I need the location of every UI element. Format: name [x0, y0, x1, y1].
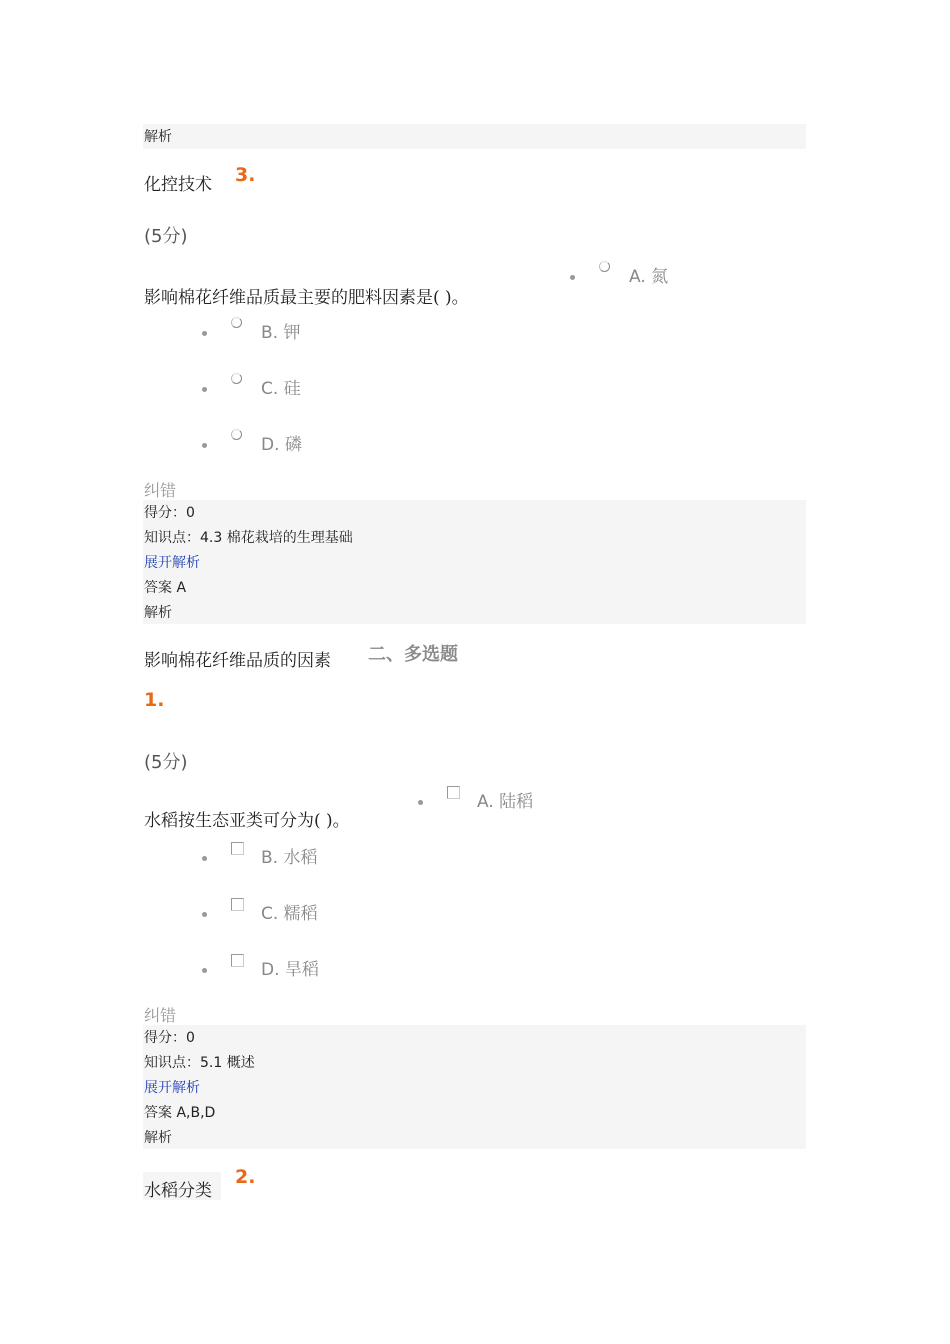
radio-icon[interactable]	[231, 429, 242, 440]
correct-error-link[interactable]: 纠错	[144, 1006, 177, 1025]
answer-analysis-text: 化控技术	[144, 175, 212, 195]
option-label: B. 钾	[261, 323, 301, 343]
option-label: A. 氮	[629, 267, 669, 287]
radio-icon[interactable]	[599, 261, 610, 272]
analysis-label: 解析	[144, 129, 172, 145]
answer-line: 答案 A	[144, 580, 187, 596]
correct-error-link[interactable]: 纠错	[144, 481, 177, 500]
answer-analysis-text: 影响棉花纤维品质的因素	[144, 651, 331, 671]
result-band	[143, 1025, 806, 1149]
checkbox-icon[interactable]	[231, 898, 244, 911]
bullet-icon	[570, 275, 575, 280]
section-title: 二、多选题	[368, 644, 458, 665]
knowledge-point: 知识点：5.1 概述	[144, 1055, 255, 1071]
expand-analysis-link[interactable]: 展开解析	[144, 1080, 200, 1096]
option-label: A. 陆稻	[477, 792, 534, 812]
question-number: 2.	[235, 1166, 256, 1188]
bullet-icon	[202, 443, 207, 448]
radio-icon[interactable]	[231, 317, 242, 328]
answer-line: 答案 A,B,D	[144, 1105, 216, 1121]
question-text: 影响棉花纤维品质最主要的肥料因素是( )。	[144, 288, 469, 308]
bullet-icon	[202, 331, 207, 336]
question-number: 3.	[235, 164, 256, 186]
question-score: (5分)	[144, 752, 188, 773]
answer-analysis-text: 水稻分类	[144, 1181, 212, 1201]
result-band	[143, 500, 806, 624]
option-label: C. 硅	[261, 379, 301, 399]
knowledge-point: 知识点：4.3 棉花栽培的生理基础	[144, 530, 353, 546]
question-number: 1.	[144, 689, 165, 711]
score-line: 得分：0	[144, 1030, 195, 1046]
bullet-icon	[202, 912, 207, 917]
checkbox-icon[interactable]	[231, 954, 244, 967]
checkbox-icon[interactable]	[447, 786, 460, 799]
bullet-icon	[202, 387, 207, 392]
radio-icon[interactable]	[231, 373, 242, 384]
question-text: 水稻按生态亚类可分为( )。	[144, 811, 350, 831]
bullet-icon	[418, 800, 423, 805]
option-label: D. 磷	[261, 435, 302, 455]
analysis-band-top	[143, 124, 806, 149]
score-line: 得分：0	[144, 505, 195, 521]
expand-analysis-link[interactable]: 展开解析	[144, 555, 200, 571]
option-label: D. 旱稻	[261, 960, 319, 980]
bullet-icon	[202, 856, 207, 861]
option-label: C. 糯稻	[261, 904, 318, 924]
option-label: B. 水稻	[261, 848, 318, 868]
checkbox-icon[interactable]	[231, 842, 244, 855]
analysis-label: 解析	[144, 1130, 172, 1146]
analysis-label: 解析	[144, 605, 172, 621]
bullet-icon	[202, 968, 207, 973]
question-score: (5分)	[144, 226, 188, 247]
